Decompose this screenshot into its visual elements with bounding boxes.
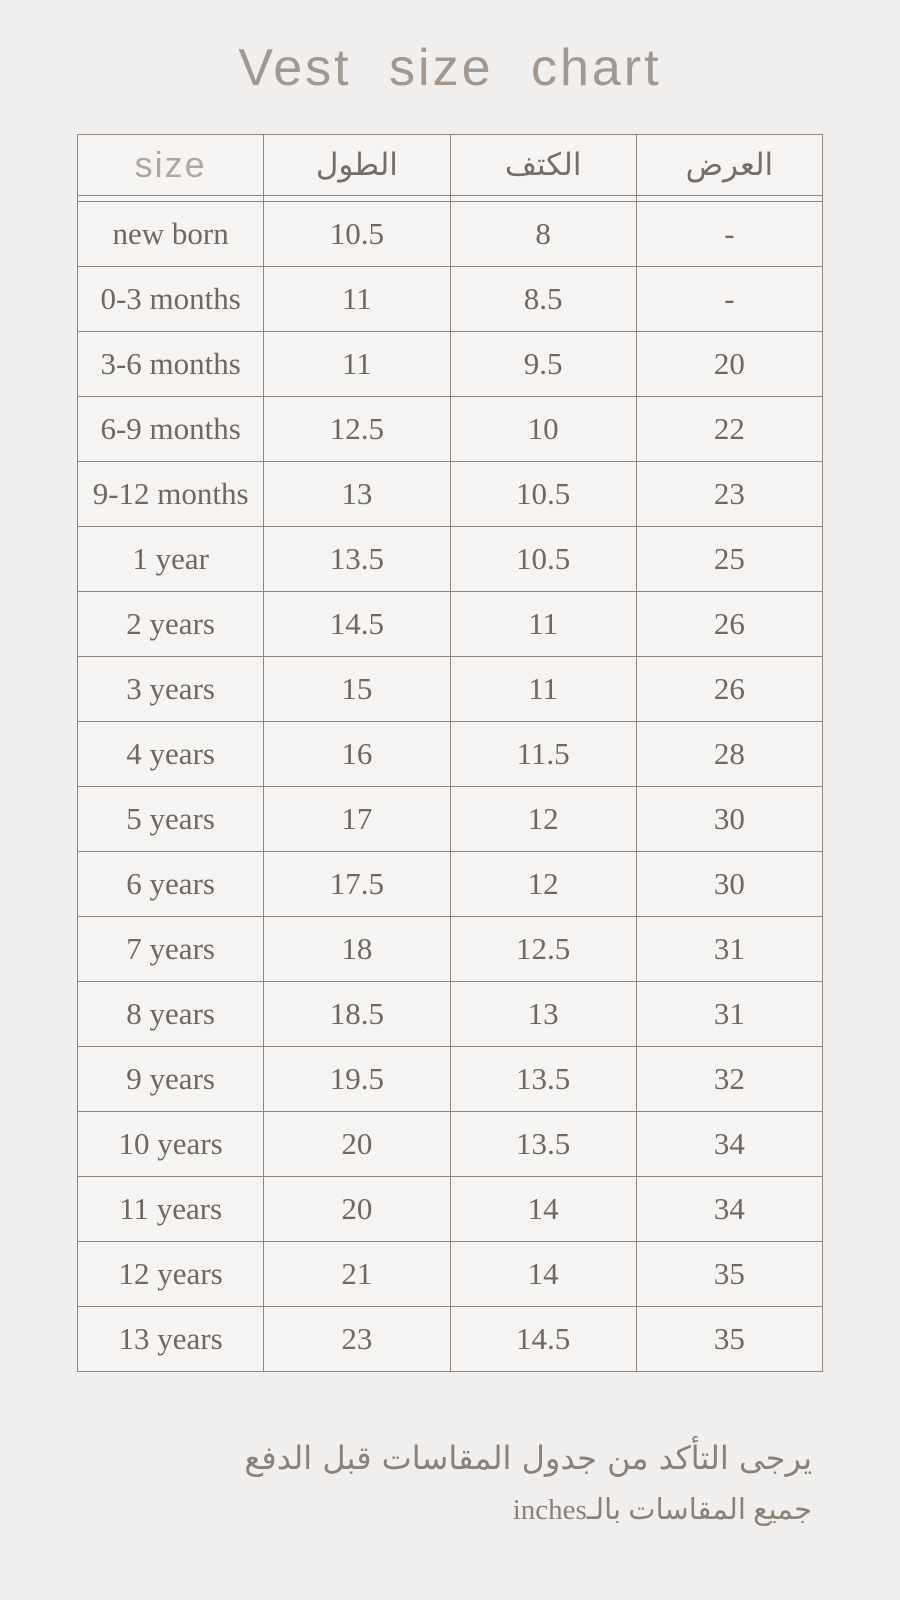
table-row (78, 202, 823, 267)
width-value-cell: 31 (636, 982, 822, 1047)
width-value-cell: 26 (636, 657, 822, 722)
table-row (78, 722, 823, 787)
length-value-cell: 19.5 (264, 1047, 450, 1112)
size-label-cell: 1 year (78, 527, 264, 592)
table-row (78, 852, 823, 917)
table-row (78, 1242, 823, 1307)
table-row (78, 267, 823, 332)
width-value-cell: 28 (636, 722, 822, 787)
shoulder-value-cell: 13.5 (450, 1047, 636, 1112)
length-value-cell: 13 (264, 462, 450, 527)
page-title: Vest size chart (238, 39, 662, 97)
shoulder-value-cell: 9.5 (450, 332, 636, 397)
column-header-shoulder: الكتف (450, 135, 636, 196)
size-chart-table (77, 134, 823, 1372)
header-row (78, 135, 823, 196)
size-label-cell: 0-3 months (78, 267, 264, 332)
table-row (78, 1307, 823, 1372)
footer-notes (0, 1439, 900, 1526)
size-label-cell: 6 years (78, 852, 264, 917)
size-label-cell: 10 years (78, 1112, 264, 1177)
width-value-cell: 30 (636, 787, 822, 852)
column-header-width: العرض (636, 135, 822, 196)
length-value-cell: 20 (264, 1112, 450, 1177)
shoulder-value-cell: 8.5 (450, 267, 636, 332)
length-value-cell: 21 (264, 1242, 450, 1307)
table-row (78, 917, 823, 982)
length-value-cell: 18 (264, 917, 450, 982)
width-value-cell: - (636, 202, 822, 267)
size-label-cell: 5 years (78, 787, 264, 852)
width-value-cell: 34 (636, 1177, 822, 1242)
shoulder-value-cell: 10 (450, 397, 636, 462)
column-header-size: size (78, 135, 264, 196)
footer-note-units-inches: جميع المقاسات بالـinches (512, 1494, 812, 1526)
table-row (78, 787, 823, 852)
width-value-cell: 35 (636, 1307, 822, 1372)
shoulder-value-cell: 10.5 (450, 527, 636, 592)
column-header-length: الطول (264, 135, 450, 196)
shoulder-value-cell: 11 (450, 657, 636, 722)
shoulder-value-cell: 14.5 (450, 1307, 636, 1372)
size-label-cell: 8 years (78, 982, 264, 1047)
table-row (78, 657, 823, 722)
size-label-cell: 12 years (78, 1242, 264, 1307)
length-value-cell: 10.5 (264, 202, 450, 267)
shoulder-value-cell: 14 (450, 1177, 636, 1242)
length-value-cell: 23 (264, 1307, 450, 1372)
size-label-cell: 9 years (78, 1047, 264, 1112)
size-label-cell: 6-9 months (78, 397, 264, 462)
size-label-cell: 3 years (78, 657, 264, 722)
table-row (78, 1177, 823, 1242)
shoulder-value-cell: 8 (450, 202, 636, 267)
table-row (78, 527, 823, 592)
table-row (78, 397, 823, 462)
size-label-cell: 4 years (78, 722, 264, 787)
width-value-cell: 25 (636, 527, 822, 592)
shoulder-value-cell: 12.5 (450, 917, 636, 982)
length-value-cell: 13.5 (264, 527, 450, 592)
shoulder-value-cell: 11 (450, 592, 636, 657)
table-row (78, 982, 823, 1047)
length-value-cell: 11 (264, 332, 450, 397)
width-value-cell: - (636, 267, 822, 332)
length-value-cell: 18.5 (264, 982, 450, 1047)
size-chart-header (78, 135, 823, 196)
length-value-cell: 16 (264, 722, 450, 787)
shoulder-value-cell: 12 (450, 787, 636, 852)
width-value-cell: 22 (636, 397, 822, 462)
width-value-cell: 30 (636, 852, 822, 917)
length-value-cell: 14.5 (264, 592, 450, 657)
length-value-cell: 20 (264, 1177, 450, 1242)
table-row (78, 1047, 823, 1112)
length-value-cell: 17 (264, 787, 450, 852)
length-value-cell: 11 (264, 267, 450, 332)
shoulder-value-cell: 10.5 (450, 462, 636, 527)
length-value-cell: 17.5 (264, 852, 450, 917)
size-label-cell: 11 years (78, 1177, 264, 1242)
size-table-body (78, 202, 823, 1372)
length-value-cell: 15 (264, 657, 450, 722)
size-label-cell: 3-6 months (78, 332, 264, 397)
length-value-cell: 12.5 (264, 397, 450, 462)
width-value-cell: 20 (636, 332, 822, 397)
footer-note-check-sizes: يرجى التأكد من جدول المقاسات قبل الدفع (244, 1439, 812, 1477)
table-row (78, 332, 823, 397)
shoulder-value-cell: 12 (450, 852, 636, 917)
shoulder-value-cell: 11.5 (450, 722, 636, 787)
table-row (78, 1112, 823, 1177)
size-label-cell: 13 years (78, 1307, 264, 1372)
size-label-cell: new born (78, 202, 264, 267)
size-label-cell: 2 years (78, 592, 264, 657)
width-value-cell: 26 (636, 592, 822, 657)
size-label-cell: 7 years (78, 917, 264, 982)
width-value-cell: 35 (636, 1242, 822, 1307)
width-value-cell: 32 (636, 1047, 822, 1112)
shoulder-value-cell: 14 (450, 1242, 636, 1307)
width-value-cell: 34 (636, 1112, 822, 1177)
shoulder-value-cell: 13.5 (450, 1112, 636, 1177)
size-label-cell: 9-12 months (78, 462, 264, 527)
table-row (78, 462, 823, 527)
width-value-cell: 31 (636, 917, 822, 982)
shoulder-value-cell: 13 (450, 982, 636, 1047)
width-value-cell: 23 (636, 462, 822, 527)
table-row (78, 592, 823, 657)
